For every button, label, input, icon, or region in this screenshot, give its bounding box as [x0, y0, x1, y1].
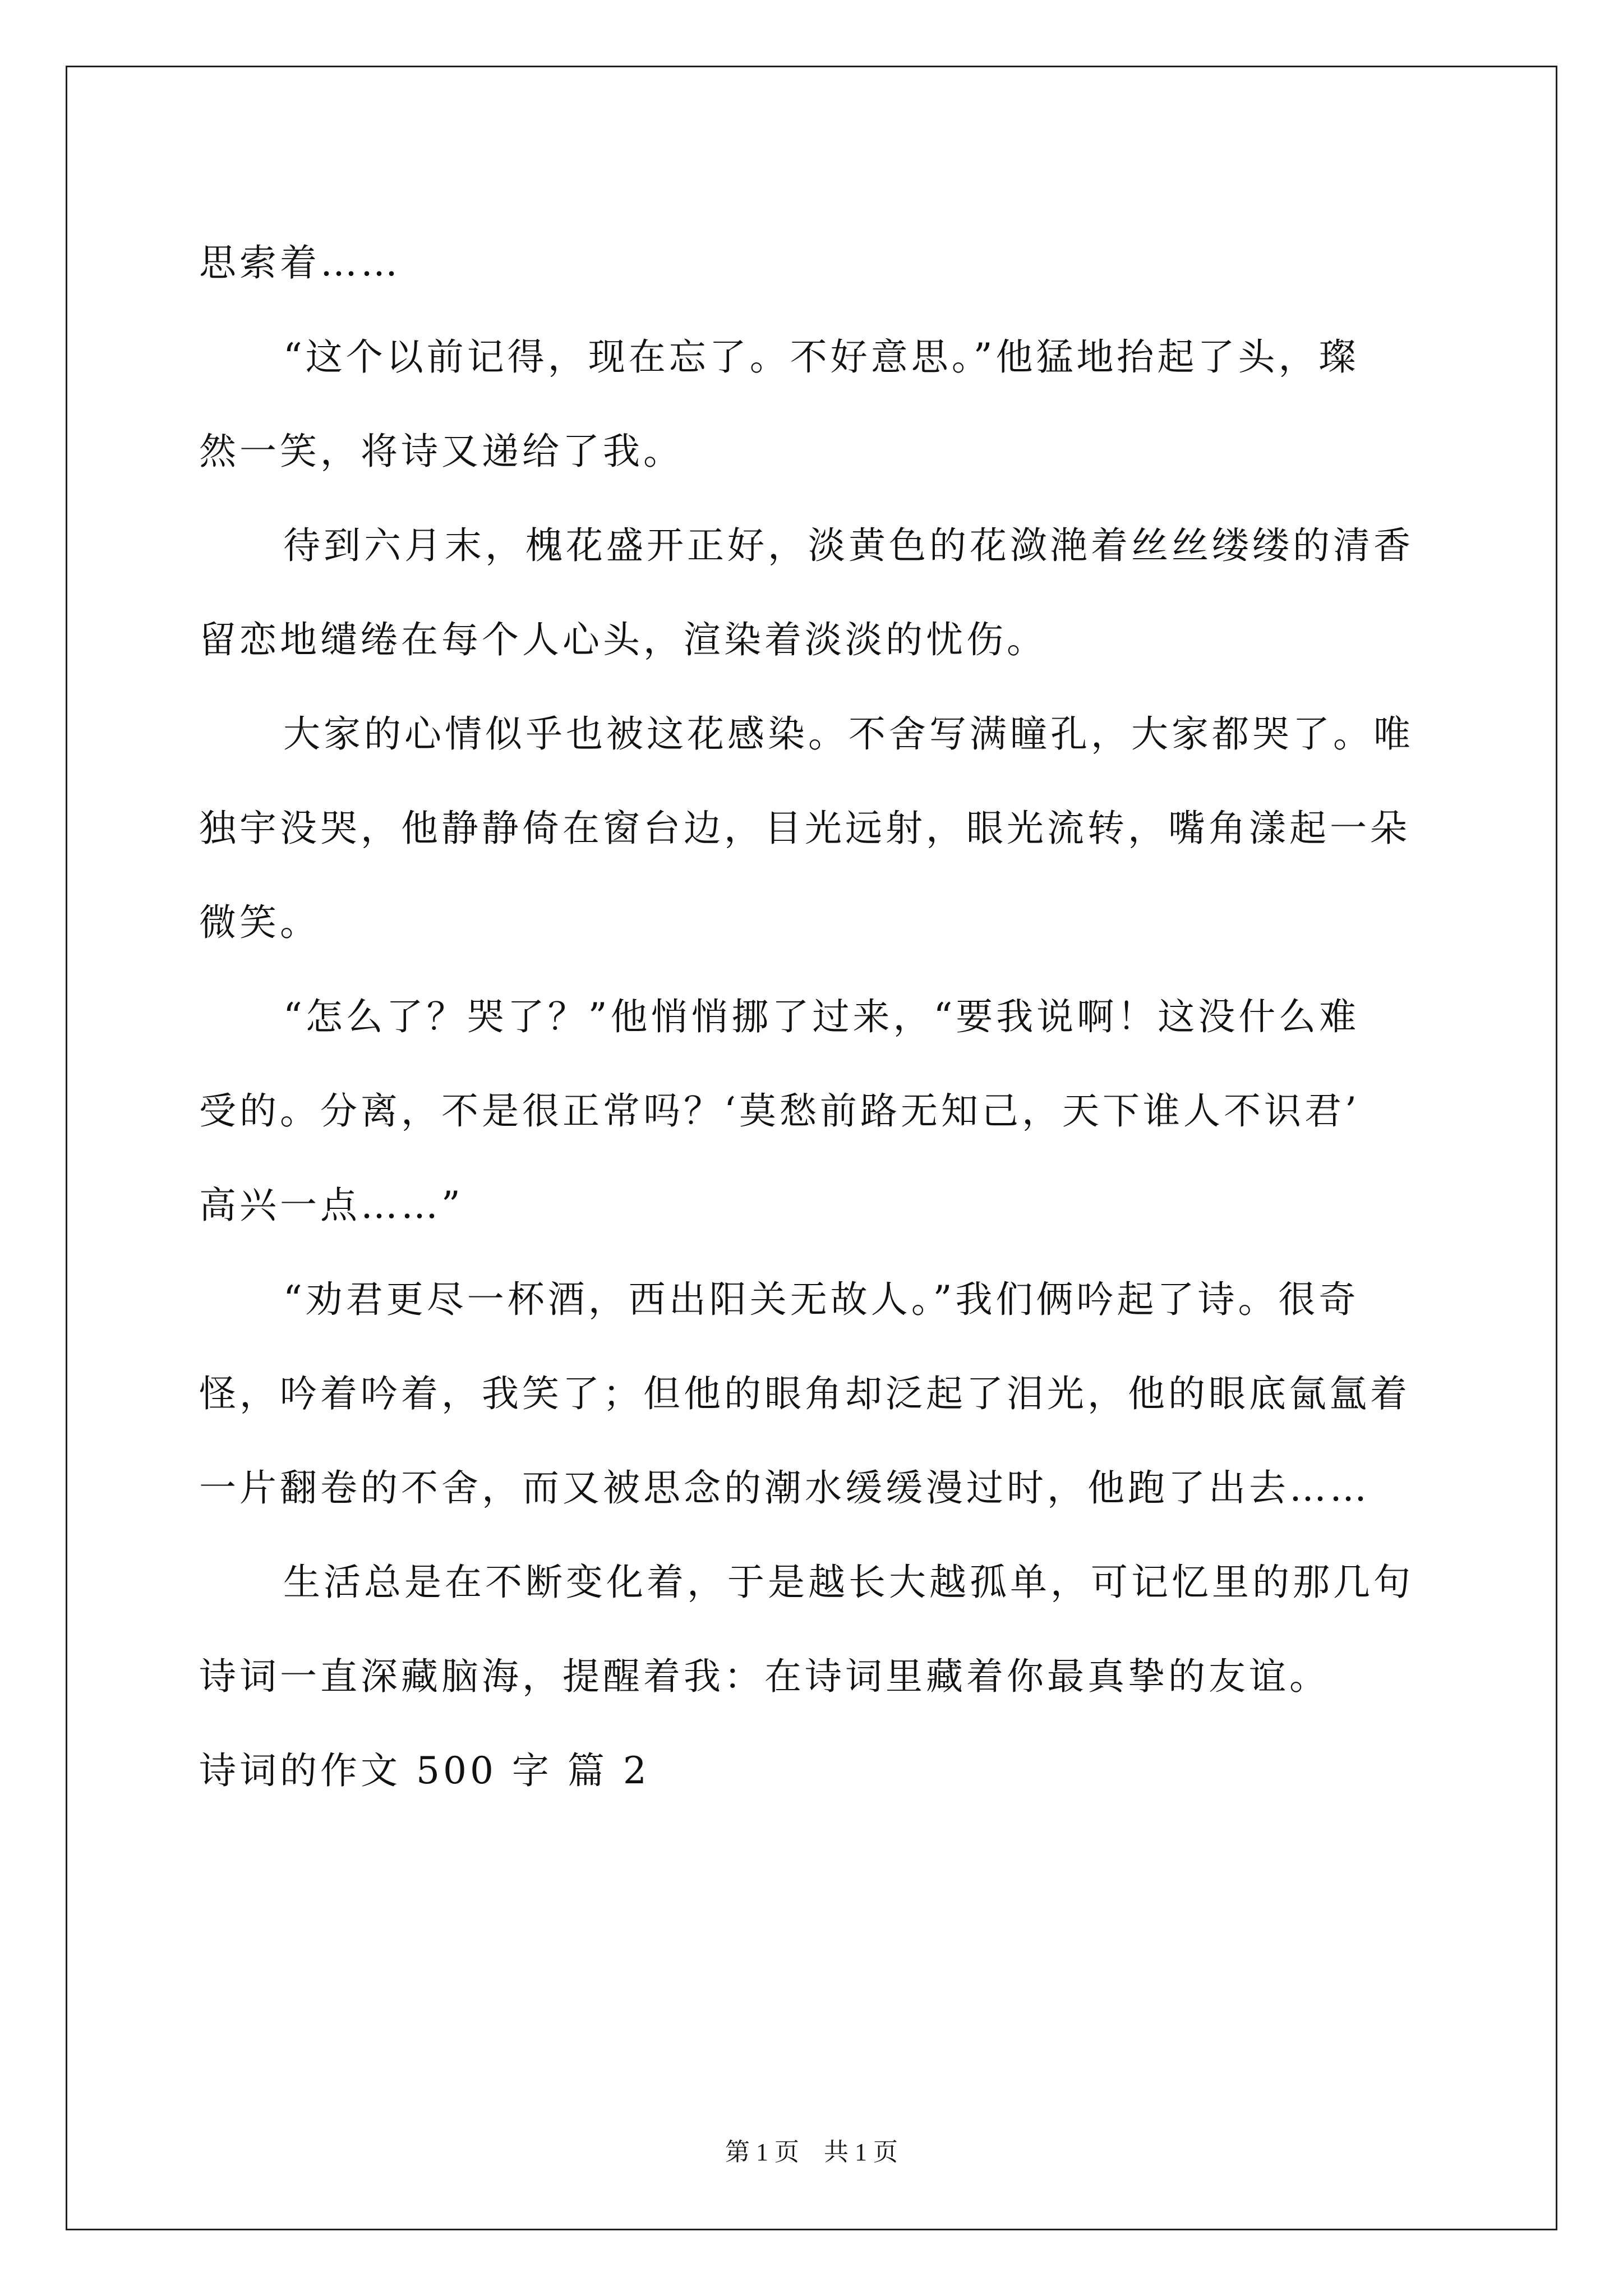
page-number: 第 1 页 共 1 页 — [725, 2138, 898, 2166]
text-line: 留恋地缱绻在每个人心头，渲染着淡淡的忧伤。 — [199, 618, 1047, 661]
text-line: “劝君更尽一杯酒，西出阳关无故人。”我们俩吟起了诗。很奇 — [283, 1278, 1359, 1321]
paragraph — [199, 970, 1433, 1253]
text-line: 一片翻卷的不舍，而又被思念的潮水缓缓漫过时，他跑了出去…… — [199, 1466, 1370, 1510]
paragraph — [199, 499, 1433, 687]
text-line: “这个以前记得，现在忘了。不好意思。”他猛地抬起了头，璨 — [283, 335, 1359, 379]
text-line: 生活总是在不断变化着，于是越长大越孤单，可记忆里的那几句 — [283, 1561, 1414, 1604]
text-line: 诗词一直深藏脑海，提醒着我：在诗词里藏着你最真挚的友谊。 — [199, 1655, 1330, 1698]
paragraph — [199, 687, 1433, 970]
paragraph — [199, 1535, 1433, 1724]
text-line: 思索着…… — [199, 241, 401, 284]
text-line: 待到六月末，槐花盛开正好，淡黄色的花潋滟着丝丝缕缕的清香 — [283, 524, 1414, 567]
text-line: 然一笑，将诗又递给了我。 — [199, 430, 684, 473]
section-heading: 诗词的作文 500 字 篇 2 — [199, 1749, 650, 1792]
paragraph — [199, 1253, 1433, 1535]
text-line: 微笑。 — [199, 901, 320, 944]
paragraph — [199, 216, 1433, 310]
text-line: 受的。分离，不是很正常吗？‘莫愁前路无知己，天下谁人不识君’ — [199, 1089, 1360, 1133]
text-line: “怎么了？哭了？”他悄悄挪了过来，“要我说啊！这没什么难 — [283, 995, 1360, 1038]
text-line: 高兴一点……” — [199, 1184, 464, 1227]
paragraph — [199, 310, 1433, 499]
text-line: 独宇没哭，他静静倚在窗台边，目光远射，眼光流转，嘴角漾起一朵 — [199, 807, 1410, 850]
text-line: 大家的心情似乎也被这花感染。不舍写满瞳孔，大家都哭了。唯 — [283, 712, 1414, 756]
text-line: 怪，吟着吟着，我笑了；但他的眼角却泛起了泪光，他的眼底氤氲着 — [199, 1372, 1410, 1415]
document-body — [199, 216, 1433, 1818]
